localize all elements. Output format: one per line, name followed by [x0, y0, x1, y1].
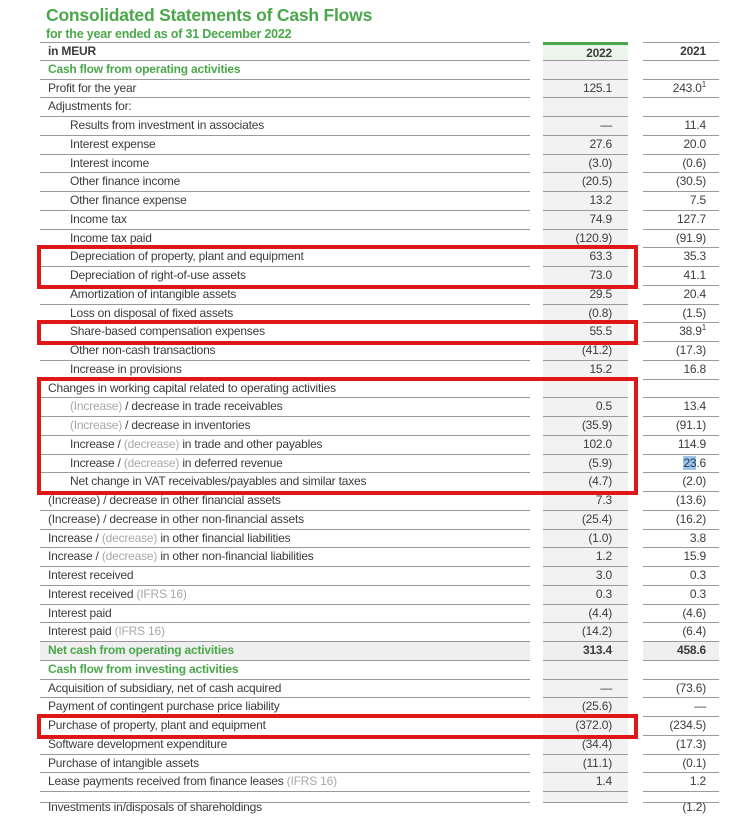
- value-2021: (234.5): [643, 717, 719, 736]
- table-row: [40, 323, 719, 342]
- row-label: (Increase) / decrease in inventories: [40, 417, 530, 436]
- table-row: [40, 80, 719, 99]
- table-row: [40, 305, 719, 324]
- value-2022: (20.5): [543, 173, 628, 192]
- unit-label: in MEUR: [40, 42, 530, 61]
- value-2021: (1.5): [643, 305, 719, 324]
- table-header-row: [40, 42, 719, 61]
- value-2022: 3.0: [543, 567, 628, 586]
- value-2022: (1.0): [543, 530, 628, 549]
- row-label: Interest received (IFRS 16): [40, 586, 530, 605]
- value-2022: 7.3: [543, 492, 628, 511]
- table-row: [40, 511, 719, 530]
- table-row: [40, 380, 719, 399]
- column-header-2021: 2021: [643, 42, 719, 61]
- value-2021: (17.3): [643, 342, 719, 361]
- table-row: [40, 567, 719, 586]
- value-2021: (13.6): [643, 492, 719, 511]
- row-label: Cash flow from investing activities: [40, 661, 530, 680]
- value-2021: 35.3: [643, 248, 719, 267]
- table-row: [40, 492, 719, 511]
- value-2022: (25.4): [543, 511, 628, 530]
- value-2022: [543, 792, 628, 803]
- value-2022: —: [543, 680, 628, 699]
- row-label: Profit for the year: [40, 80, 530, 99]
- table-row: [40, 792, 719, 814]
- value-2022: (11.1): [543, 755, 628, 774]
- table-row: [40, 267, 719, 286]
- table-row: [40, 736, 719, 755]
- table-row: [40, 155, 719, 174]
- row-label: Acquisition of subsidiary, net of cash acquired: [40, 680, 530, 699]
- value-2022: 0.3: [543, 586, 628, 605]
- value-2021: —: [643, 698, 719, 717]
- table-row: [40, 61, 719, 80]
- row-label: Increase / (decrease) in other non-financial liabilities: [40, 548, 530, 567]
- value-2021: (2.0): [643, 473, 719, 492]
- table-row: [40, 773, 719, 792]
- row-label: (Increase) / decrease in other non-financial assets: [40, 511, 530, 530]
- value-2022: 0.5: [543, 398, 628, 417]
- value-2021: 458.6: [643, 642, 719, 661]
- value-2021: 16.8: [643, 361, 719, 380]
- row-label: Software development expenditure: [40, 736, 530, 755]
- row-label: Other non-cash transactions: [40, 342, 530, 361]
- value-2022: 125.1: [543, 80, 628, 99]
- row-label: Amortization of intangible assets: [40, 286, 530, 305]
- value-2021: 38.9$^1$: [643, 323, 719, 342]
- footnote-superscript: 1: [701, 323, 706, 333]
- value-2022: (5.9): [543, 455, 628, 474]
- value-2022: 1.4: [543, 773, 628, 792]
- value-2021: (0.1): [643, 755, 719, 774]
- value-2022: (4.4): [543, 605, 628, 624]
- value-2021: 0.3: [643, 586, 719, 605]
- row-label: (Increase) / decrease in trade receivables: [40, 398, 530, 417]
- value-2022: (14.2): [543, 623, 628, 642]
- value-2022: (4.7): [543, 473, 628, 492]
- table-row: [40, 361, 719, 380]
- value-2021: 1.2: [643, 773, 719, 792]
- value-2022: 102.0: [543, 436, 628, 455]
- row-label: Increase / (decrease) in deferred revenue: [40, 455, 530, 474]
- table-row: [40, 473, 719, 492]
- value-2021: [643, 661, 719, 680]
- value-2022: (372.0): [543, 717, 628, 736]
- row-label: Payment of contingent purchase price liability: [40, 698, 530, 717]
- value-2021: (0.6): [643, 155, 719, 174]
- row-label: Interest paid (IFRS 16): [40, 623, 530, 642]
- value-2022: 29.5: [543, 286, 628, 305]
- value-2022: [543, 98, 628, 117]
- row-label: Net change in VAT receivables/payables and similar taxes: [40, 473, 530, 492]
- table-row: [40, 417, 719, 436]
- value-2021: 20.0: [643, 136, 719, 155]
- cash-flow-table: [40, 42, 719, 814]
- table-row: [40, 623, 719, 642]
- table-row: [40, 342, 719, 361]
- value-2021: 127.7: [643, 211, 719, 230]
- row-label: Other finance expense: [40, 192, 530, 211]
- value-2021: 41.1: [643, 267, 719, 286]
- value-2022: (0.8): [543, 305, 628, 324]
- value-2022: 74.9: [543, 211, 628, 230]
- value-2022: [543, 380, 628, 399]
- row-label: Interest expense: [40, 136, 530, 155]
- row-label: Loss on disposal of fixed assets: [40, 305, 530, 324]
- value-2021: (91.1): [643, 417, 719, 436]
- row-label: Share-based compensation expenses: [40, 323, 530, 342]
- row-label: Net cash from operating activities: [40, 642, 530, 661]
- row-label: Increase in provisions: [40, 361, 530, 380]
- table-row: [40, 286, 719, 305]
- table-row: [40, 173, 719, 192]
- value-2021: 23.6: [643, 455, 719, 474]
- row-label: Other finance income: [40, 173, 530, 192]
- value-2022: 73.0: [543, 267, 628, 286]
- value-2021: 13.4: [643, 398, 719, 417]
- row-label: Interest received: [40, 567, 530, 586]
- table-row: [40, 192, 719, 211]
- footnote-superscript: 1: [701, 79, 706, 89]
- value-2022: (35.9): [543, 417, 628, 436]
- value-2022: 1.2: [543, 548, 628, 567]
- value-2021: 0.3: [643, 567, 719, 586]
- row-label: Investments in/disposals of shareholdings: [40, 792, 530, 803]
- value-2021: (16.2): [643, 511, 719, 530]
- value-2022: (25.6): [543, 698, 628, 717]
- row-label: Income tax paid: [40, 230, 530, 249]
- table-body: [40, 61, 719, 814]
- row-label: Adjustments for:: [40, 98, 530, 117]
- table-row: [40, 548, 719, 567]
- value-2022: (34.4): [543, 736, 628, 755]
- value-2022: —: [543, 117, 628, 136]
- value-2021: (73.6): [643, 680, 719, 699]
- value-2022: [543, 661, 628, 680]
- table-row: [40, 455, 719, 474]
- row-label: Interest paid: [40, 605, 530, 624]
- table-row: [40, 136, 719, 155]
- row-label: Cash flow from operating activities: [40, 61, 530, 80]
- value-2022: [543, 61, 628, 80]
- table-row: [40, 698, 719, 717]
- selection-highlight: 23: [683, 455, 697, 470]
- value-2022: 55.5: [543, 323, 628, 342]
- value-2021: (30.5): [643, 173, 719, 192]
- row-label: Depreciation of property, plant and equipment: [40, 248, 530, 267]
- value-2022: (41.2): [543, 342, 628, 361]
- value-2021: (1.2): [643, 792, 719, 803]
- table-row: [40, 98, 719, 117]
- table-row: [40, 661, 719, 680]
- value-2022: (120.9): [543, 230, 628, 249]
- table-row: [40, 117, 719, 136]
- row-label: (Increase) / decrease in other financial assets: [40, 492, 530, 511]
- value-2021: 3.8: [643, 530, 719, 549]
- value-2022: 15.2: [543, 361, 628, 380]
- table-row: [40, 436, 719, 455]
- row-label: Changes in working capital related to operating activities: [40, 380, 530, 399]
- table-row: [40, 642, 719, 661]
- table-row: [40, 398, 719, 417]
- value-2021: [643, 380, 719, 399]
- value-2022: 13.2: [543, 192, 628, 211]
- table-row: [40, 605, 719, 624]
- table-row: [40, 680, 719, 699]
- value-2021: 243.0$^1$: [643, 80, 719, 99]
- row-label: Increase / (decrease) in trade and other payables: [40, 436, 530, 455]
- value-2021: 114.9: [643, 436, 719, 455]
- value-2021: [643, 61, 719, 80]
- value-2022: 27.6: [543, 136, 628, 155]
- value-2022: 313.4: [543, 642, 628, 661]
- row-label: Increase / (decrease) in other financial liabilities: [40, 530, 530, 549]
- page-subtitle: for the year ended as of 31 December 2022: [46, 27, 292, 41]
- value-2022: 63.3: [543, 248, 628, 267]
- table-row: [40, 586, 719, 605]
- table-row: [40, 755, 719, 774]
- value-2021: 11.4: [643, 117, 719, 136]
- row-label: Depreciation of right-of-use assets: [40, 267, 530, 286]
- row-label: Interest income: [40, 155, 530, 174]
- row-label: Purchase of property, plant and equipment: [40, 717, 530, 736]
- column-header-2022: 2022: [543, 42, 628, 61]
- value-2021: (17.3): [643, 736, 719, 755]
- row-label: Lease payments received from finance leases (IFRS 16): [40, 773, 530, 792]
- value-2021: (6.4): [643, 623, 719, 642]
- value-2021: 20.4: [643, 286, 719, 305]
- page-title: Consolidated Statements of Cash Flows: [46, 5, 373, 25]
- table-row: [40, 530, 719, 549]
- value-2021: (4.6): [643, 605, 719, 624]
- row-label: Purchase of intangible assets: [40, 755, 530, 774]
- table-row: [40, 717, 719, 736]
- value-2022: (3.0): [543, 155, 628, 174]
- row-label: Results from investment in associates: [40, 117, 530, 136]
- value-2021: 15.9: [643, 548, 719, 567]
- value-2021: 7.5: [643, 192, 719, 211]
- value-2021: [643, 98, 719, 117]
- table-row: [40, 230, 719, 249]
- table-row: [40, 248, 719, 267]
- value-2021: (91.9): [643, 230, 719, 249]
- row-label: Income tax: [40, 211, 530, 230]
- table-row: [40, 211, 719, 230]
